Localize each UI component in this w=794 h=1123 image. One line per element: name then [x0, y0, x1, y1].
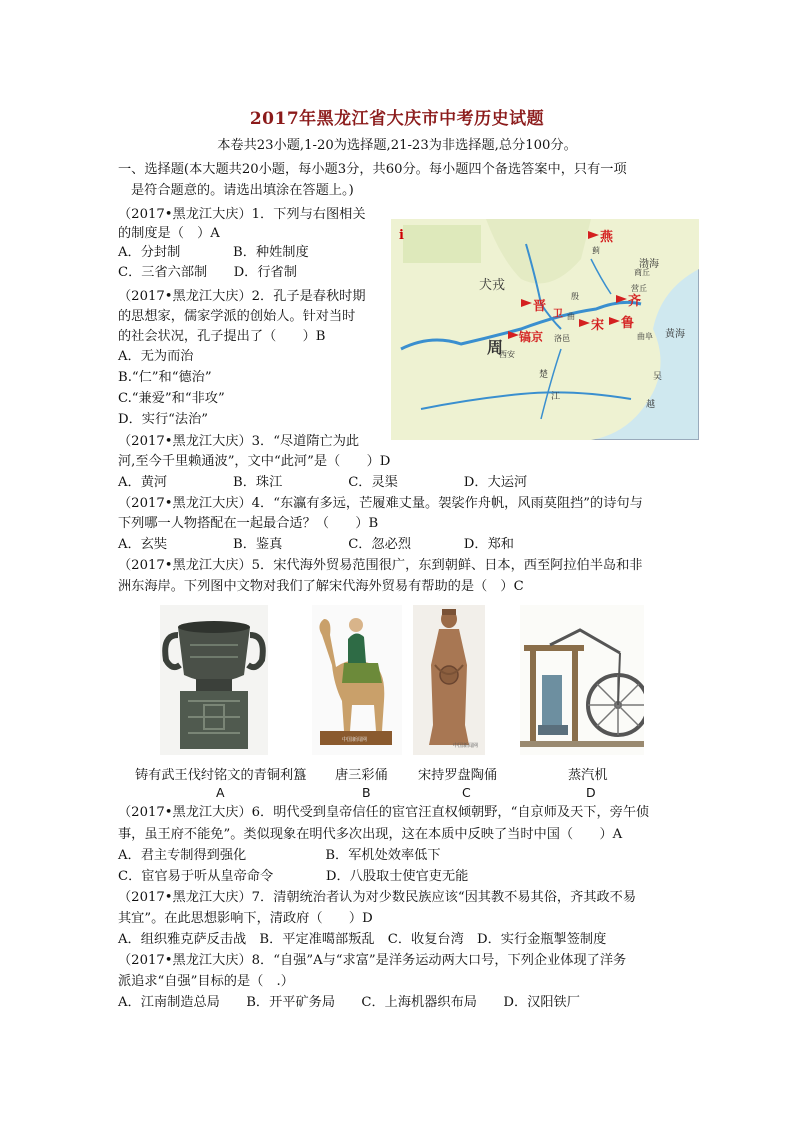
- q2-option-a: A．无为而治: [118, 349, 194, 364]
- map-label-qi: 齐: [628, 294, 642, 309]
- q3-stem-cont: 河,至今千里赖通波”，文中“此河”是（ ）D: [118, 454, 391, 469]
- q1-options-ab: A．分封制 B．种姓制度: [118, 245, 309, 260]
- q1-stem-cont: 的制度是（ ）A: [118, 226, 220, 241]
- map-label-yingqiu: 营丘: [631, 284, 647, 293]
- song-compass-figurine-image: [413, 605, 485, 755]
- map-label-qufu: 曲阜: [637, 332, 653, 341]
- map-label-ji: 蓟: [592, 246, 600, 255]
- q2-option-d: D．实行“法治”: [118, 412, 208, 427]
- q4-stem-cont: 下列哪一人物搭配在一起最合适？（ ）B: [118, 516, 379, 531]
- caption-b: 唐三彩俑: [335, 768, 388, 783]
- q2-stem: （2017•黑龙江大庆）2．孔子是春秋时期: [118, 289, 366, 304]
- q6-options-ab: A．君主专制得到强化 B．军机处效率低下: [118, 848, 441, 863]
- letter-d: D: [586, 785, 596, 800]
- q3-options: A．黄河 B．珠江 C．灵渠 D．大运河: [118, 475, 528, 490]
- map-label-haojing: 镐京: [519, 330, 544, 344]
- q8-options: A．江南制造总局 B．开平矿务局 C．上海机器织布局 D．汉阳铁厂: [118, 995, 580, 1010]
- map-label-zhou: 周: [487, 338, 504, 357]
- map-label-jin: 晋: [533, 299, 547, 314]
- tang-sancai-camel-image: [312, 605, 402, 755]
- letter-c: C: [462, 785, 471, 800]
- letter-a: A: [216, 785, 225, 800]
- map-label-shangqiu-top: 商丘: [634, 268, 650, 277]
- q8-stem: （2017•黑龙江大庆）8．“自强”A与“求富”是洋务运动两大口号，下列企业体现了洋务: [118, 953, 627, 968]
- q6-stem: （2017•黑龙江大庆）6．明代受到皇帝信任的宦官汪直权倾朝野，“自京师及天下，旁午侦: [118, 805, 650, 820]
- q5-stem: （2017•黑龙江大庆）5．宋代海外贸易范围很广，东到朝鲜、日本，西至阿拉伯半岛和非: [118, 558, 643, 573]
- map-label-luoyi: 洛邑: [554, 334, 570, 343]
- section1-heading: 一、选择题(本大题共20小题，每小题3分，共60分。每小题四个备选答案中，只有一项: [118, 162, 627, 177]
- exam-intro: 本卷共23小题,1-20为选择题,21-23为非选择题,总分100分。: [217, 138, 577, 153]
- map-label-chu: 楚: [539, 370, 549, 380]
- map-label-yue: 越: [646, 400, 656, 410]
- q1-options-cd: C．三省六部制 D．行省制: [118, 265, 297, 280]
- letter-b: B: [362, 785, 371, 800]
- map-label-yan: 燕: [600, 230, 614, 245]
- section1-heading-cont: 是符合题意的。请选出填涂在答题上。): [131, 183, 354, 198]
- q2-option-c: C.“兼爱”和“非攻”: [118, 391, 225, 406]
- q8-stem-cont: 派追求“自强”目标的是（ .）: [118, 974, 294, 989]
- bronze-ligui-image: [160, 605, 268, 755]
- q7-stem-cont: 其宜”。在此思想影响下，清政府（ ）D: [118, 911, 373, 926]
- map-label-wu: 吴: [653, 372, 663, 382]
- caption-c: 宋持罗盘陶俑: [418, 768, 498, 783]
- q2-stem-cont1: 的思想家，儒家学派的创始人。针对当时: [118, 309, 356, 324]
- map-label-huanghai: 黄海: [665, 329, 685, 340]
- q6-options-cd: C．宦官易于听从皇帝命令 D．八股取士使官吏无能: [118, 869, 469, 884]
- caption-a: 铸有武王伐纣铭文的青铜利簋: [135, 768, 307, 783]
- map-label-qu: 曲: [567, 312, 575, 321]
- map-label-song: 宋: [591, 318, 605, 333]
- q3-stem: （2017•黑龙江大庆）3．“尽道隋亡为此: [118, 434, 360, 449]
- q7-options: A．组织雅克萨反击战 B．平定准噶部叛乱 C．收复台湾 D．实行金瓶掣签制度: [118, 932, 607, 947]
- figurine-watermark: 中国新闻网: [453, 743, 479, 749]
- caption-d: 蒸汽机: [568, 768, 608, 783]
- map-label-wei: 卫: [553, 309, 563, 320]
- map-label-lu: 鲁: [621, 316, 635, 331]
- q4-options: A．玄奘 B．鉴真 C．忽必烈 D．郑和: [118, 537, 514, 552]
- q7-stem: （2017•黑龙江大庆）7．清朝统治者认为对少数民族应该“因其教不易其俗，齐其政不易: [118, 890, 637, 905]
- q1-stem: （2017•黑龙江大庆）1．下列与右图相关: [118, 207, 366, 222]
- page-title: 2017年黑龙江省大庆市中考历史试题: [249, 109, 545, 129]
- map-label-xian: 西安: [499, 350, 515, 359]
- q4-stem: （2017•黑龙江大庆）4．“东瀛有多远，芒履难丈量。袈裟作舟帆，风雨莫阻挡”的诗句与: [118, 496, 643, 511]
- map-label-quanrong: 犬戎: [479, 278, 506, 293]
- zhou-fenfeng-map: [391, 219, 699, 440]
- q2-option-b: B.“仁”和“德治”: [118, 370, 212, 385]
- map-label-jiang: 江: [551, 392, 561, 402]
- q6-stem-cont: 事，虽王府不能免”。类似现象在明代多次出现，这在本质中反映了当时中国（ ）A: [118, 827, 623, 842]
- q5-stem-cont: 洲东海岸。下列图中文物对我们了解宋代海外贸易有帮助的是（ ）C: [118, 579, 524, 594]
- map-label-yin: 殷: [571, 292, 579, 301]
- q2-stem-cont2: 的社会状况，孔子提出了（ ）B: [118, 329, 326, 344]
- map-corner-mark: i: [399, 228, 404, 243]
- sancai-watermark: 中国新闻网: [342, 737, 368, 743]
- map-label-bohai: 渤海: [639, 259, 659, 270]
- steam-engine-image: [520, 605, 644, 755]
